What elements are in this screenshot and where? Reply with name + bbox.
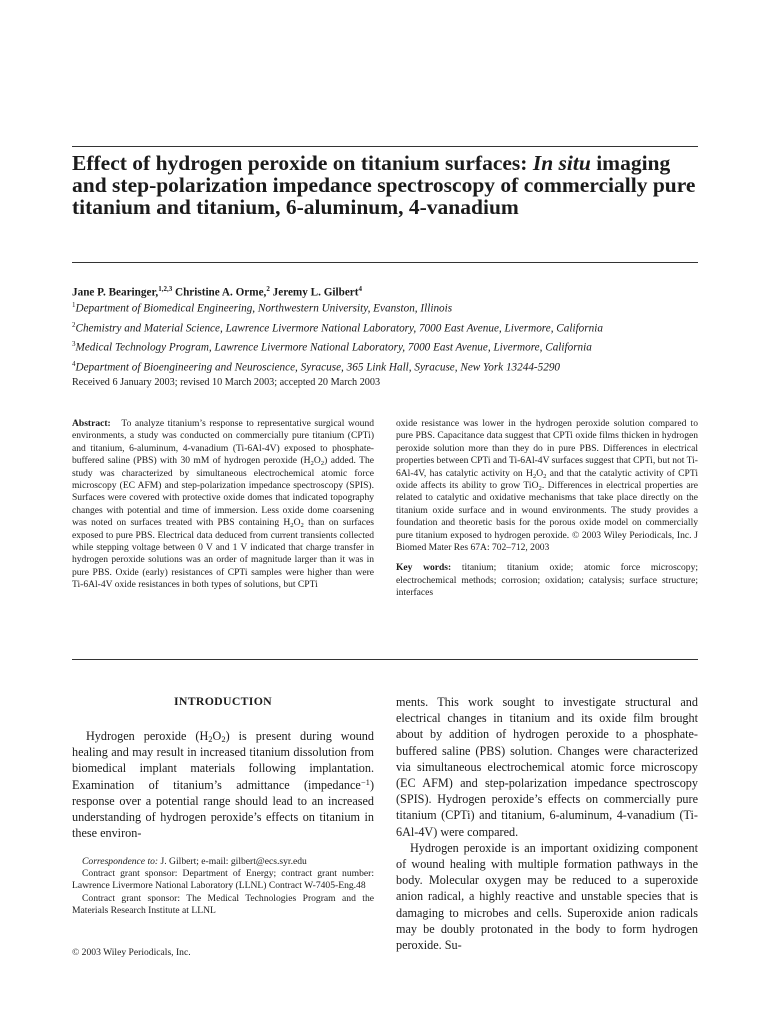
footnotes [72, 856, 374, 917]
affiliation [72, 337, 712, 357]
title-text: Effect of hydrogen peroxide on titanium surfaces: [72, 151, 533, 175]
grant-footnote: Contract grant sponsor: The Medical Technologies Program and the Materials Research Institute at LLNL [72, 892, 374, 916]
title-rule [72, 262, 698, 263]
affiliation [72, 298, 712, 318]
author-affiliation-mark: 1,2,3 [158, 285, 173, 293]
affiliation-list [72, 298, 712, 376]
subscript: 2 [290, 522, 294, 530]
subscript: 2 [310, 460, 314, 468]
body-text: Hydrogen peroxide (H [86, 729, 209, 743]
article-title [72, 152, 698, 218]
superscript: −1 [360, 776, 370, 787]
affiliation-mark: 4 [72, 359, 76, 368]
subscript: 2 [221, 734, 226, 744]
intro-left-column: Hydrogen peroxide $(H_2O_2)$ is present during wound healing and may result in increased titanium dissolution from biomedical implant materials following implantation. Examination of titanium’s admittance (impedance$^{-1}$) response over a potential range should lead to an increased understanding of hydrogen peroxide’s effects on titanium in these environ- [72, 729, 374, 841]
abstract-label: Abstract: [72, 418, 111, 429]
abstract-text: than on surfaces exposed to pure PBS. Electrical data deduced from current transients collected while stepping voltage between 0 V and 1 V indicated that charge transfer in hydrogen peroxide solutions was an order of magnitude larger than it was in pure PBS. Oxide (early) resistances of CPTi samples were higher than were Ti-6Al-4V oxide resistances in both types of solutions, but CPTi [72, 517, 374, 591]
abstract-text: ) added. The study was characterized by simultaneous electrochemical atomic force microscopy (EC AFM) and step-polarization impedance spectroscopy (SPIS). Surfaces were covered with protective oxide domes that indicated topography changes with potential and time of immersion. Less oxide dome coarsening was noted on surfaces treated with PBS containing H [72, 455, 375, 529]
affiliation-text: Medical Technology Program, Lawrence Livermore National Laboratory, 7000 East Avenue, Livermore, California [75, 341, 592, 354]
subscript: 2 [320, 460, 325, 468]
intro-right-column [396, 694, 698, 953]
title-text-continued: imaging and step-polarization impedance spectroscopy of commercially pure titanium and titanium, 6-aluminum, 4-vanadium [72, 151, 696, 219]
grant-footnote: Contract grant sponsor: Department of Energy; contract grant number: Lawrence Livermore National Laboratory (LLNL) Contract W-7405-Eng.48 [72, 868, 374, 892]
author-affiliation-mark: 4 [358, 285, 362, 293]
subscript: 2 [208, 734, 213, 744]
affiliation-text: Department of Bioengineering and Neuroscience, Syracuse, 365 Link Hall, Syracuse, New York 13244-5290 [75, 361, 561, 374]
author-affiliation-mark: 2 [266, 285, 270, 293]
correspondence-label: Correspondence to: [82, 856, 159, 867]
subscript: 2 [532, 472, 537, 480]
keywords-text: titanium; titanium oxide; atomic force microscopy; electrochemical methods; corrosion; oxidation; catalysis; surface structure; interfaces [396, 562, 699, 599]
abstract-text: . Differences in electrical properties are related to catalytic and oxidative mechanisms that take place directly on the titanium oxide surface and in wound environments. The study provides a foundation and theoretic basis for the porous oxide model on commercially pure titanium exposed to hydrogen peroxide. © 2003 Wiley Periodicals, Inc. J Biomed Mater Res 67A: 702–712, 2003 [396, 480, 698, 554]
affiliation-mark: 2 [72, 320, 76, 329]
author-name: Christine A. Orme, [172, 286, 267, 299]
author-name: Jeremy L. Gilbert [269, 286, 359, 299]
body-text: ) is present during wound healing and may result in increased titanium dissolution from biomedical implant materials following implantation. Examination of titanium’s admittance (impedance [72, 729, 374, 792]
subscript: 2 [543, 472, 547, 480]
abstract-rule [72, 659, 698, 660]
affiliation-text: Chemistry and Material Science, Lawrence Livermore National Laboratory, 7000 East Avenue, Livermore, California [75, 322, 603, 335]
abstract-left-column: Abstract: To analyze titanium’s response to representative surgical wound environments, a study was conducted on commercially pure titanium (CPTi) and titanium, 6-aluminum, 4-vanadium (Ti-6Al-4V) exposed to phosphate-buffered saline (PBS) with 30 mM of hydrogen peroxide $(H_2O_2)$ added. The study was characterized by simultaneous electrochemical atomic force microscopy (EC AFM) and step-polarization impedance spectroscopy (SPIS). Surfaces were covered with protective oxide domes that indicated topography changes with potential and time of immersion. Less oxide dome coarsening was noted on surfaces treated with PBS containing $H_2O_2$ than on surfaces exposed to pure PBS. Electrical data deduced from current transients collected while stepping voltage between 0 V and 1 V indicated that charge transfer in hydrogen peroxide solutions was an order of magnitude larger than it was in pure PBS. Oxide (early) resistances of CPTi samples were higher than were Ti-6Al-4V oxide resistances in both types of solutions, but CPTi [72, 418, 375, 591]
top-rule [72, 146, 698, 147]
title-italic-text: In situ [532, 151, 591, 175]
affiliation-text: Department of Biomedical Engineering, Northwestern University, Evanston, Illinois [75, 302, 453, 315]
correspondence-text: J. Gilbert; e-mail: gilbert@ecs.syr.edu [158, 856, 307, 867]
subscript: 2 [538, 485, 542, 493]
body-paragraph: Hydrogen peroxide is an important oxidizing component of wound healing with multiple formation pathways in the body. Molecular oxygen may be reduced to a superoxide anion radical, a highly reactive and unstable species that is damaging to microbes and cells. Superoxide anion radicals may be doubly protonated in the body to form hydrogen peroxide. Su- [396, 840, 698, 953]
affiliation-mark: 3 [72, 340, 76, 349]
abstract-right-column: oxide resistance was lower in the hydrogen peroxide solution compared to pure PBS. Capacitance data suggest that CPTi oxide films thicken in hydrogen peroxide solution more than they do in pure PBS. Differences in electrical properties between CPTi and Ti-6Al-4V surfaces suggest that CPTi, but not Ti-6Al-4V, has catalytic activity on $H_2O_2$ and that the catalytic activity of CPTi oxide affects its ability to grow TiO$_2$. Differences in electrical properties are related to catalytic and oxidative mechanisms that take place directly on the titanium oxide surface and in wound environments. The study provides a foundation and theoretic basis for the porous oxide model on commercially pure titanium exposed to hydrogen peroxide. © 2003 Wiley Periodicals, Inc. J Biomed Mater Res 67A: 702–712, 2003 Key words: titanium; titanium oxide; atomic force microscopy; electrochemical methods; corrosion; oxidation; catalysis; surface structure; interfaces [396, 418, 699, 599]
copyright-notice: © 2003 Wiley Periodicals, Inc. [72, 947, 191, 958]
keywords-label: Key words: [396, 562, 452, 574]
abstract-text: oxide resistance was lower in the hydrogen peroxide solution compared to pure PBS. Capacitance data suggest that CPTi oxide films thicken in hydrogen peroxide solution more than they do in pure PBS. Differences in electrical properties between CPTi and Ti-6Al-4V surfaces suggest that CPTi, but not Ti-6Al-4V, has catalytic activity on H [396, 418, 698, 479]
affiliation [72, 318, 712, 338]
author-name: Jane P. Bearinger, [72, 286, 159, 299]
abstract-text: To analyze titanium’s response to representative surgical wound environments, a study was conducted on commercially pure titanium (CPTi) and titanium, 6-aluminum, 4-vanadium (Ti-6Al-4V) exposed to phosphate-buffered saline (PBS) with 30 mM of hydrogen peroxide (H [72, 418, 374, 467]
section-heading: INTRODUCTION [174, 694, 272, 708]
abstract-text: and that the catalytic activity of CPTi oxide affects its ability to grow TiO [396, 467, 698, 492]
affiliation [72, 357, 712, 377]
received-dates: Received 6 January 2003; revised 10 March 2003; accepted 20 March 2003 [72, 377, 381, 388]
subscript: 2 [300, 522, 304, 530]
body-paragraph: ments. This work sought to investigate structural and electrical changes in titanium and its oxide film brought about by addition of hydrogen peroxide to a phosphate-buffered saline (PBS) solution. Changes were characterized via simultaneous electrochemical atomic force microscopy (EC AFM) and step-polarization impedance spectroscopy (SPIS). Hydrogen peroxide’s effects on commercially pure titanium (CPTi) and titanium, 6-aluminum, 4-vanadium (Ti-6Al-4V) were compared. [396, 695, 698, 839]
affiliation-mark: 1 [72, 301, 76, 309]
body-text: ) response over a potential range should lead to an increased understanding of hydrogen peroxide’s effects on titanium in these environ- [72, 777, 374, 841]
keywords [396, 562, 698, 599]
